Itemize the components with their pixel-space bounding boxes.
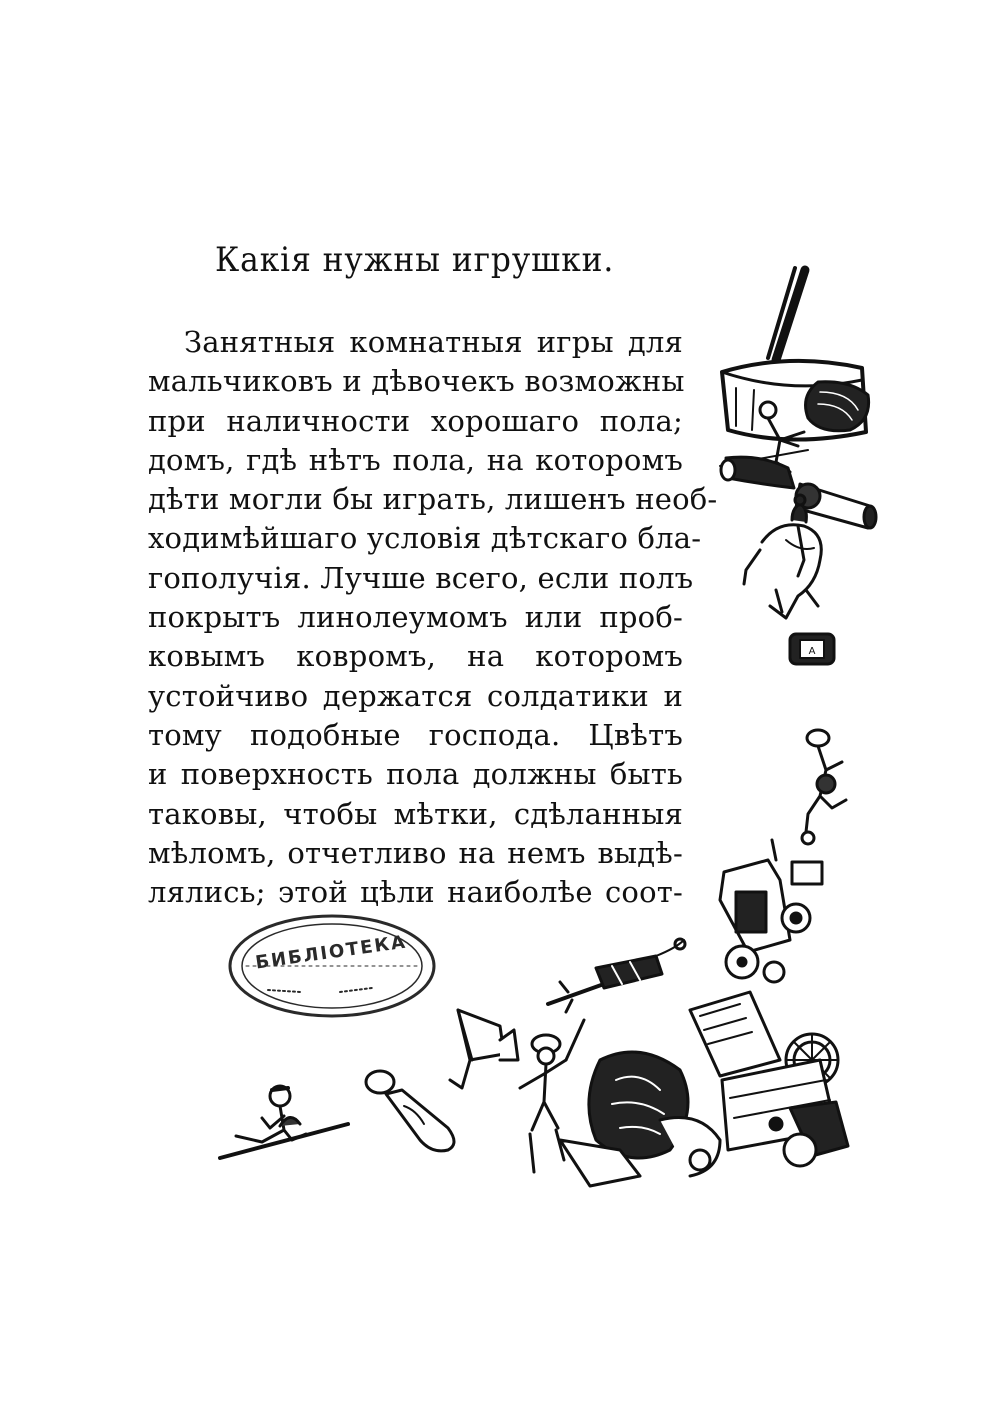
tumbling-figure: [450, 1010, 518, 1088]
text-line: мальчиковъ и дѣвочекъ возможны: [148, 364, 685, 399]
library-stamp: [230, 916, 434, 1016]
text-line: и поверхность пола должны быть: [148, 757, 683, 792]
acrobat-figure: [802, 730, 846, 844]
horseman-illustration: [744, 495, 821, 618]
text-line: ходимѣйшаго условія дѣтскаго бла-: [148, 521, 702, 556]
text-line: лялись; этой цѣли наиболѣе соот-: [148, 875, 683, 910]
text-line: домъ, гдѣ нѣтъ пола, на которомъ: [148, 442, 683, 477]
text-line: гополучія. Лучше всего, если полъ: [148, 560, 694, 595]
doll-bottle-illustration: [596, 939, 685, 988]
text-line: тому подобные господа. Цвѣтъ: [148, 717, 683, 752]
text-line: Занятныя комнатныя игры для: [184, 325, 683, 359]
locomotive-illustration: [720, 840, 822, 982]
svg-text:БИБЛІОТЕКА: БИБЛІОТЕКА: [254, 931, 409, 974]
woman-doll-figure: [366, 1071, 454, 1151]
text-line: при наличности хорошаго пола;: [148, 403, 683, 438]
text-line: покрытъ линолеумомъ или проб-: [148, 600, 683, 635]
text-line: ковымъ ковромъ, на которомъ: [148, 639, 683, 674]
sitting-figure: [220, 1086, 348, 1158]
toy-pile-illustration: [560, 992, 848, 1186]
sword-illustration: [548, 982, 604, 1012]
text-line: дѣти могли бы играть, лишенъ необ-: [148, 482, 718, 517]
broom-illustration: [722, 268, 869, 440]
text-line: таковы, чтобы мѣтки, сдѣланныя: [148, 796, 683, 831]
text-line: устойчиво держатся солдатики и: [148, 678, 683, 713]
spool-illustration: [790, 634, 834, 664]
text-line: мѣломъ, отчетливо на немъ выдѣ-: [148, 835, 683, 870]
page-title: Какія нужны игрушки.: [215, 240, 615, 280]
svg-text:A: A: [808, 646, 816, 657]
